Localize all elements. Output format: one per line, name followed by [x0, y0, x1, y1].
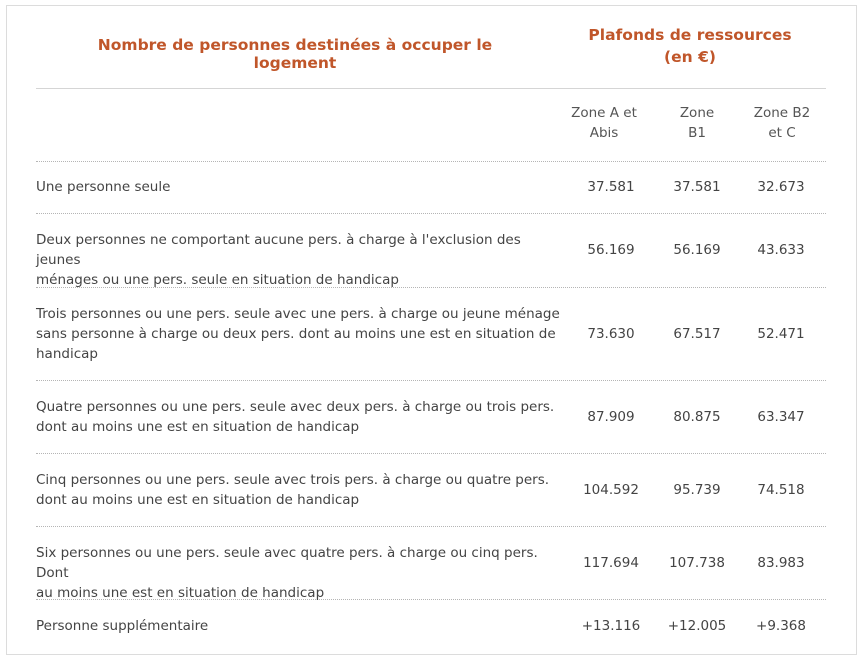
zone-b1-value: 95.739 [673, 481, 721, 498]
row-label-line: Cinq personnes ou une pers. seule avec trois pers. à charge ou quatre pers. [36, 471, 550, 488]
zone-b1-value: 56.169 [673, 242, 721, 258]
row-label-line: dont au moins une est en situation de handicap [36, 491, 360, 508]
row-label [36, 177, 561, 197]
row-label-line: Une personne seule [36, 179, 171, 195]
zone-b2c-value: 63.347 [757, 408, 805, 425]
row-label [36, 230, 561, 290]
ceilings-title: Plafonds de ressources [588, 26, 792, 44]
row-label [36, 470, 561, 510]
row-label [36, 616, 561, 636]
zone-b1-line2: B1 [688, 125, 706, 141]
row-label-line: handicap [36, 345, 98, 362]
row-label-line: Six personnes ou une pers. seule avec quatre pers. à charge ou cinq pers. Dont [36, 544, 538, 581]
row-label-line: dont au moins une est en situation de handicap [36, 418, 360, 435]
persons-column-header: Nombre de personnes destinées à occuper le logement [97, 36, 493, 72]
zone-a-line2: Abis [589, 125, 619, 141]
zone-b1-value: 67.517 [673, 325, 721, 342]
row-divider [36, 526, 826, 527]
row-label [36, 397, 561, 437]
zone-a-value: 56.169 [587, 242, 635, 258]
zone-b2c-line1: Zone B2 [753, 105, 811, 121]
zone-b1-value: +12.005 [667, 617, 727, 634]
zone-b2c-value: +9.368 [756, 617, 806, 634]
zone-b1-value: 37.581 [673, 179, 721, 195]
zone-b1-value: 107.738 [669, 554, 725, 571]
row-label [36, 304, 561, 364]
zone-b2c-value: 83.983 [757, 554, 805, 571]
zone-a-value: +13.116 [581, 617, 641, 634]
zone-b1-header [662, 103, 732, 143]
zone-a-header [566, 103, 642, 143]
zone-a-line1: Zone A et [571, 105, 637, 121]
row-label-line: sans personne à charge ou deux pers. dont au moins une est en situation de [36, 325, 556, 342]
zone-b2c-value: 43.633 [757, 242, 805, 258]
zone-a-value: 104.592 [583, 481, 639, 498]
row-divider [36, 453, 826, 454]
zone-b2c-value: 52.471 [757, 325, 805, 342]
zone-b2c-value: 74.518 [757, 481, 805, 498]
row-divider [36, 161, 826, 162]
row-label-line: Quatre personnes ou une pers. seule avec deux pers. à charge ou trois pers. [36, 398, 555, 415]
ceilings-column-header [575, 24, 805, 68]
zone-b1-value: 80.875 [673, 408, 721, 425]
zone-b2c-line2: et C [768, 125, 796, 141]
header-divider [36, 88, 826, 89]
zone-b1-line1: Zone [679, 105, 715, 121]
zone-a-value: 73.630 [587, 325, 635, 342]
zone-a-value: 37.581 [587, 179, 635, 195]
ceilings-unit: (en €) [664, 48, 716, 66]
zone-b2c-value: 32.673 [757, 179, 805, 195]
row-label-line: Personne supplémentaire [36, 617, 209, 634]
row-label-line: ménages ou une pers. seule en situation de handicap [36, 272, 399, 288]
row-label-line: Trois personnes ou une pers. seule avec une pers. à charge ou jeune ménage [36, 305, 560, 322]
zone-b2c-header [748, 103, 816, 143]
row-divider [36, 213, 826, 214]
row-divider [36, 380, 826, 381]
zone-a-value: 117.694 [583, 554, 639, 571]
row-label-line: au moins une est en situation de handicap [36, 584, 325, 601]
row-label-line: Deux personnes ne comportant aucune pers. à charge à l'exclusion des jeunes [36, 232, 521, 268]
zone-a-value: 87.909 [587, 408, 635, 425]
row-label [36, 543, 561, 603]
